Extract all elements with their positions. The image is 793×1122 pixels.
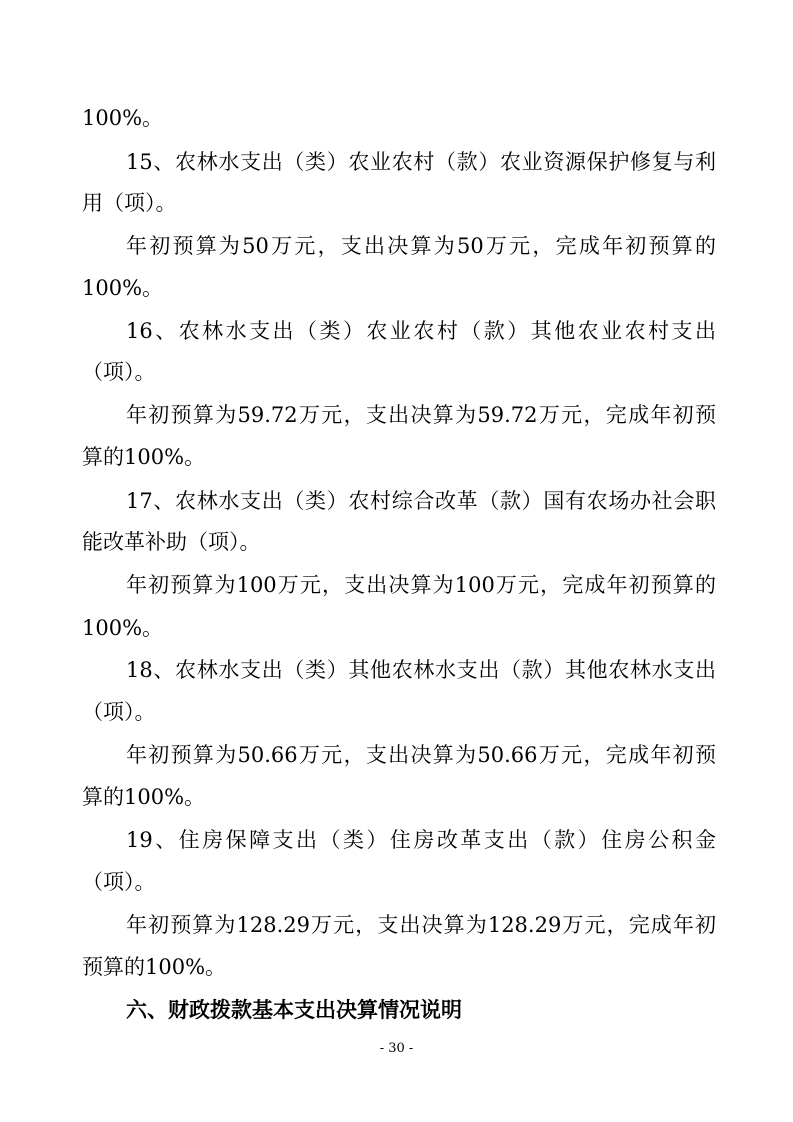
paragraph-line: 预算的100%。 bbox=[82, 955, 227, 979]
paragraph-line: 年初预算为50.66万元，支出决算为50.66万元，完成年初预 bbox=[126, 743, 716, 767]
paragraph-line: 100%。 bbox=[82, 616, 164, 640]
paragraph-line: 年初预算为100万元，支出决算为100万元，完成年初预算的 bbox=[126, 573, 716, 597]
paragraph-line: 19、住房保障支出（类）住房改革支出（款）住房公积金 bbox=[126, 828, 716, 852]
paragraph-line: （项）。 bbox=[82, 700, 156, 724]
paragraph-line: 15、农林水支出（类）农业农村（款）农业资源保护修复与利 bbox=[126, 150, 716, 174]
paragraph-line: 年初预算为59.72万元，支出决算为59.72万元，完成年初预 bbox=[126, 403, 716, 427]
paragraph-line: 100%。 bbox=[82, 276, 164, 300]
section-heading: 六、财政拨款基本支出决算情况说明 bbox=[126, 997, 462, 1022]
paragraph-line: （项）。 bbox=[82, 360, 156, 384]
paragraph-line: 17、农林水支出（类）农村综合改革（款）国有农场办社会职 bbox=[126, 489, 716, 513]
paragraph-line: 算的100%。 bbox=[82, 445, 206, 469]
paragraph-line: 算的100%。 bbox=[82, 785, 206, 809]
paragraph-line: 年初预算为128.29万元，支出决算为128.29万元，完成年初 bbox=[126, 913, 716, 937]
paragraph-line: 用（项）。 bbox=[82, 191, 177, 215]
paragraph-line: 16、农林水支出（类）农业农村（款）其他农业农村支出 bbox=[126, 319, 716, 343]
paragraph-line: 能改革补助（项）。 bbox=[82, 530, 261, 554]
paragraph-line: 18、农林水支出（类）其他农林水支出（款）其他农林水支出 bbox=[126, 658, 716, 682]
paragraph-line: 100%。 bbox=[82, 106, 164, 130]
paragraph-line: 年初预算为50万元，支出决算为50万元，完成年初预算的 bbox=[126, 234, 716, 258]
paragraph-line: （项）。 bbox=[82, 870, 156, 894]
page-number: - 30 - bbox=[379, 1041, 414, 1056]
